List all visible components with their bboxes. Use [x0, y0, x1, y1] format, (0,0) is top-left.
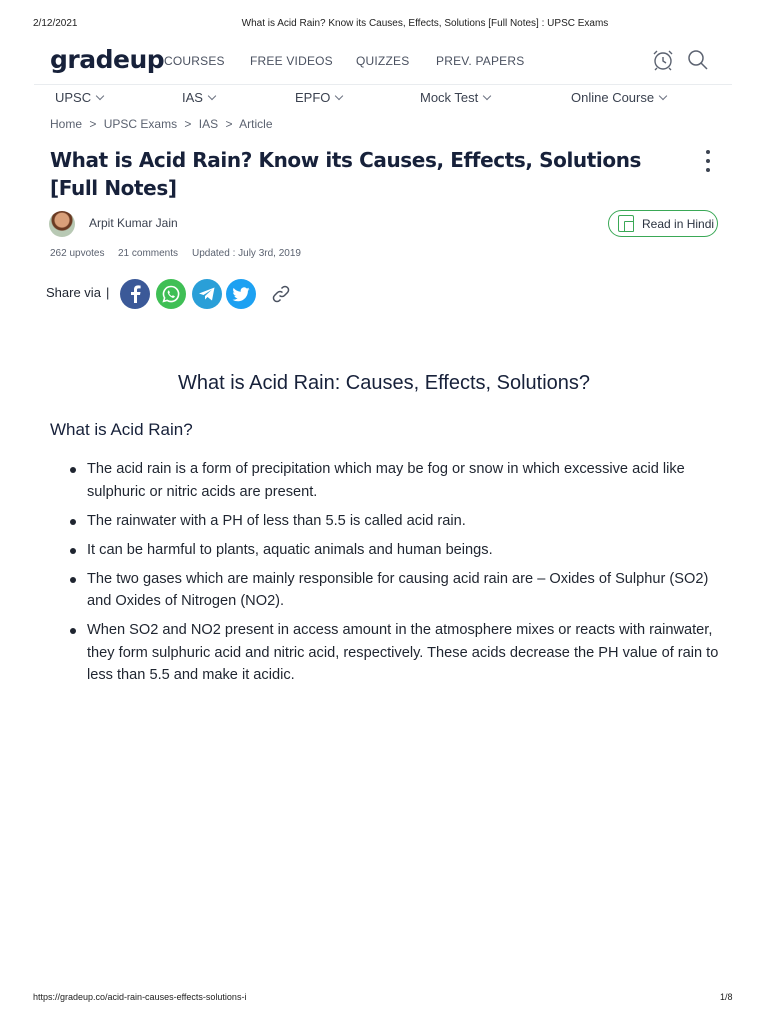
share-separator: | — [106, 285, 110, 300]
read-in-hindi-label: Read in Hindi — [642, 216, 715, 231]
author-name[interactable]: Arpit Kumar Jain — [89, 216, 178, 230]
share-label: Share via — [46, 285, 101, 300]
nav-quizzes[interactable]: QUIZZES — [356, 54, 410, 68]
category-label: Online Course — [571, 90, 655, 105]
nav-free-videos[interactable]: FREE VIDEOS — [250, 54, 333, 68]
category-online-course[interactable] — [571, 90, 666, 105]
category-mock-test[interactable] — [420, 90, 490, 105]
chevron-down-icon — [208, 92, 216, 100]
bullet-list — [50, 458, 730, 693]
category-label: Mock Test — [420, 90, 479, 105]
search-icon[interactable] — [687, 49, 709, 71]
list-item: When SO2 and NO2 present in access amount in the atmosphere mixes or reacts with rainwater, they form sulphuric acid and nitric acid, respectively. These acids decrease the PH value of rain to less than 5.5 and make it acidic. — [50, 619, 730, 687]
whatsapp-share-button[interactable] — [156, 279, 186, 309]
chevron-down-icon — [96, 92, 104, 100]
chevron-down-icon — [659, 92, 667, 100]
list-item: The acid rain is a form of precipitation which may be fog or snow in which excessive acid like sulphuric or nitric acids are present. — [50, 458, 730, 503]
article-heading: What is Acid Rain: Causes, Effects, Solutions? — [177, 372, 591, 394]
comment-count[interactable]: 21 comments — [118, 248, 179, 259]
updated-date: Updated : July 3rd, 2019 — [192, 248, 301, 259]
category-label: EPFO — [295, 90, 331, 105]
alarm-clock-icon[interactable] — [651, 48, 675, 72]
article-title: What is Acid Rain? Know its Causes, Effects, Solutions [Full Notes] — [50, 148, 642, 200]
copy-link-icon[interactable] — [270, 283, 292, 305]
facebook-icon — [128, 285, 142, 303]
translate-icon — [618, 215, 634, 232]
telegram-icon — [198, 286, 216, 302]
category-epfo[interactable] — [295, 90, 342, 105]
nav-courses[interactable]: COURSES — [164, 54, 225, 68]
whatsapp-icon — [161, 284, 181, 304]
category-label: IAS — [182, 90, 203, 105]
category-upsc[interactable] — [55, 90, 103, 105]
chevron-down-icon — [483, 92, 491, 100]
print-date: 2/12/2021 — [33, 18, 78, 29]
upvote-count: 262 upvotes — [50, 248, 105, 259]
facebook-share-button[interactable] — [120, 279, 150, 309]
category-label: UPSC — [55, 90, 92, 105]
breadcrumb — [50, 117, 277, 131]
twitter-icon — [232, 287, 250, 302]
list-item: The rainwater with a PH of less than 5.5 is called acid rain. — [50, 510, 730, 533]
chevron-down-icon — [335, 92, 343, 100]
section-heading: What is Acid Rain? — [50, 420, 193, 439]
breadcrumb-separator: > — [89, 117, 97, 131]
breadcrumb-article: Article — [239, 117, 273, 131]
list-item: The two gases which are mainly responsible for causing acid rain are – Oxides of Sulphur (SO2) and Oxides of Nitrogen (NO2). — [50, 568, 730, 613]
print-doc-title: What is Acid Rain? Know its Causes, Effects, Solutions [Full Notes] : UPSC Exams — [241, 18, 609, 29]
print-url: https://gradeup.co/acid-rain-causes-effects-solutions-i — [33, 992, 247, 1002]
nav-prev-papers[interactable]: PREV. PAPERS — [436, 54, 525, 68]
breadcrumb-separator: > — [184, 117, 192, 131]
breadcrumb-home[interactable]: Home — [50, 117, 83, 131]
telegram-share-button[interactable] — [192, 279, 222, 309]
category-ias[interactable] — [182, 90, 215, 105]
read-in-hindi-button[interactable] — [608, 210, 718, 237]
header-divider — [34, 84, 732, 85]
list-item: It can be harmful to plants, aquatic animals and human beings. — [50, 539, 730, 562]
breadcrumb-upsc-exams[interactable]: UPSC Exams — [103, 117, 178, 131]
author-avatar[interactable] — [49, 211, 75, 237]
twitter-share-button[interactable] — [226, 279, 256, 309]
breadcrumb-separator: > — [225, 117, 233, 131]
gradeup-logo[interactable]: gradeup — [50, 45, 165, 74]
print-page-number: 1/8 — [720, 992, 733, 1002]
breadcrumb-ias[interactable]: IAS — [198, 117, 219, 131]
more-options-icon[interactable] — [702, 150, 714, 172]
